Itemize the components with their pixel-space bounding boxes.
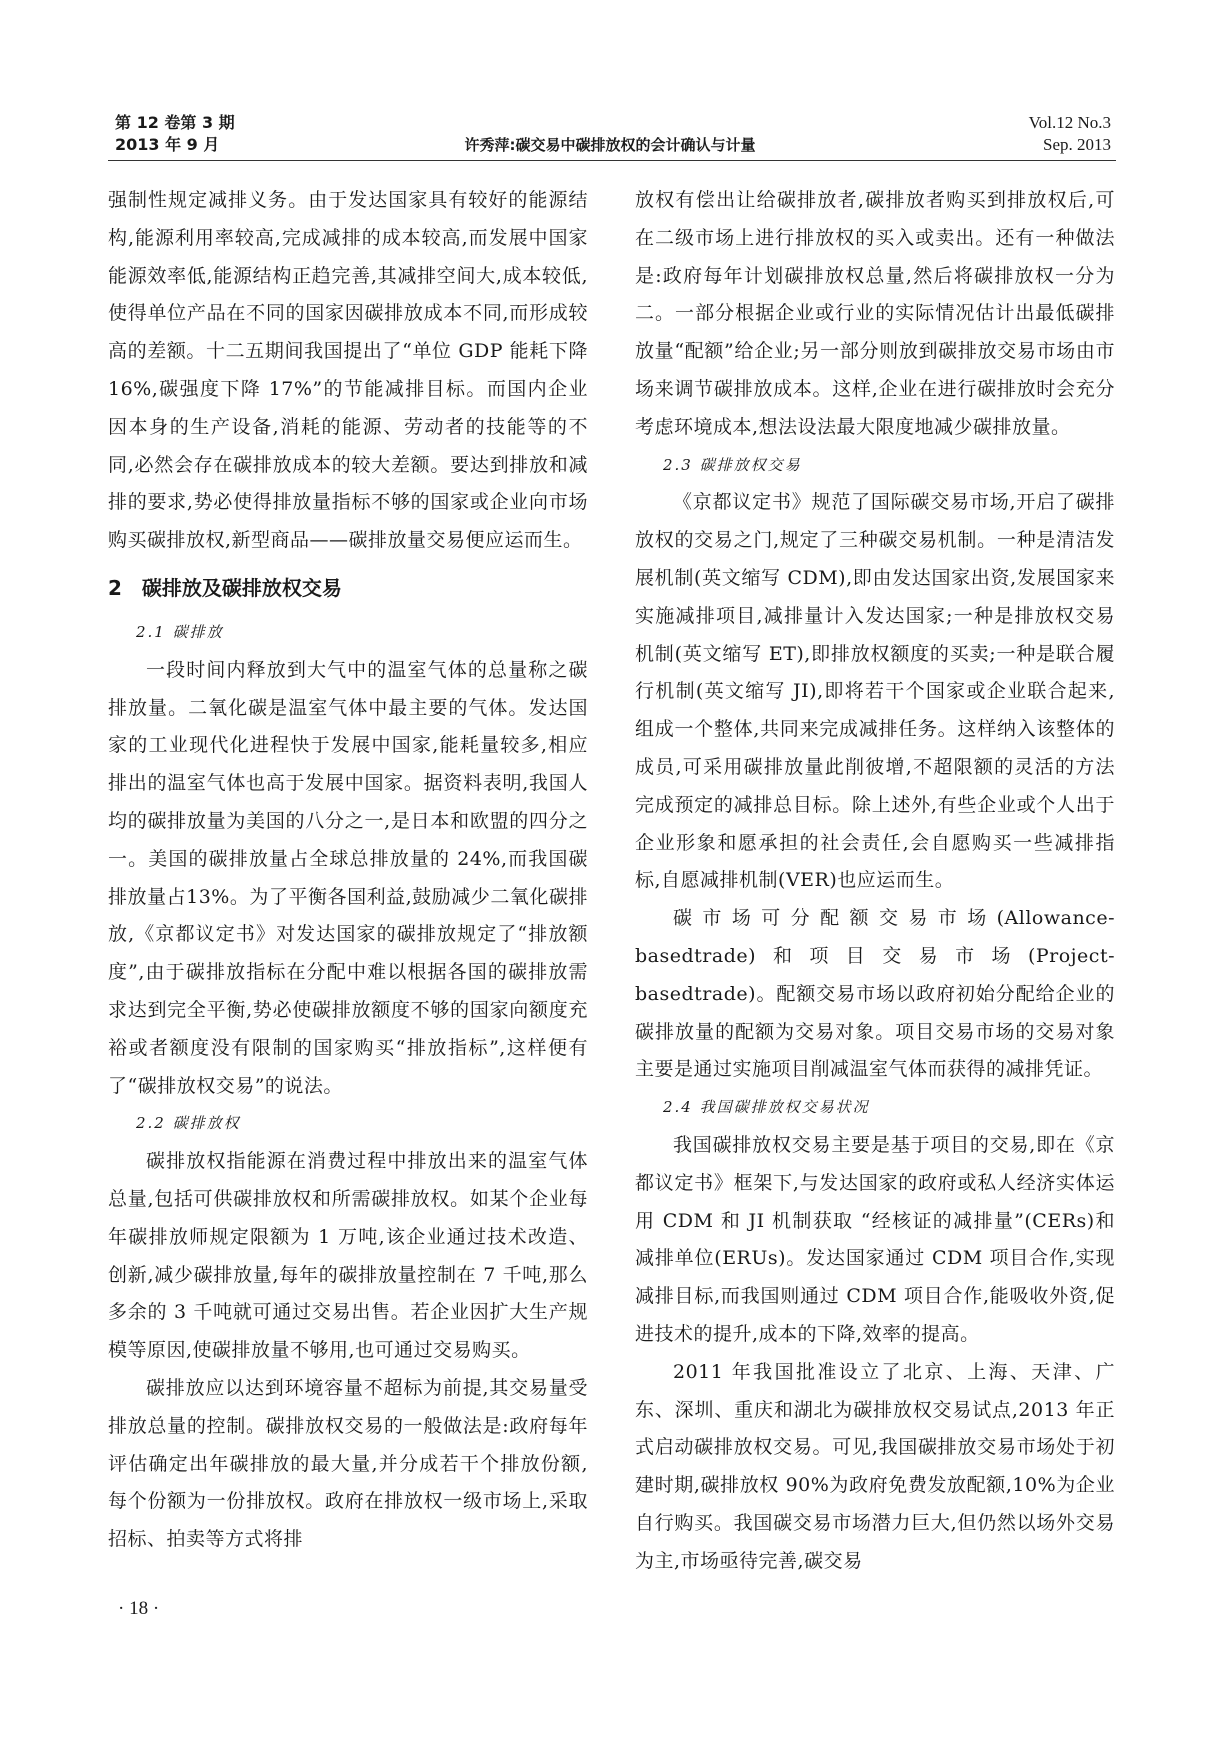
subsection-heading: 2.2 碳排放权 bbox=[136, 1114, 241, 1133]
left-column bbox=[108, 182, 588, 1559]
page-number: · 18 · bbox=[118, 1598, 160, 1619]
journal-issue-info bbox=[115, 112, 235, 156]
paragraph: 我国碳排放权交易主要是基于项目的交易,即在《京都议定书》框架下,与发达国家的政府或私人经济实体运用 CDM 和 JI 机制获取 “经核证的减排量”(CERs)和减排单位(ERUs)。发达国家通过 CDM 项目合作,实现减排目标,而我国则通过 CDM 项目合作,能吸收外资,促进技术的提升,成本的下降,效率的提高。 bbox=[635, 1133, 1115, 1345]
subsection-heading: 2.4 我国碳排放权交易状况 bbox=[663, 1098, 870, 1117]
journal-issue-info-en bbox=[1029, 112, 1111, 156]
paragraph: 碳市场可分配额交易市场(Allowance-basedtrade)和项目交易市场(Project-basedtrade)。配额交易市场以政府初始分配给企业的碳排放量的配额为交易对象。项目交易市场的交易对象主要是通过实施项目削减温室气体而获得的减排凭证。 bbox=[635, 907, 1115, 1081]
header-rule bbox=[108, 160, 1116, 161]
paragraph: 碳排放应以达到环境容量不超标为前提,其交易量受排放总量的控制。碳排放权交易的一般做法是:政府每年评估确定出年碳排放的最大量,并分成若干个排放份额,每个份额为一份排放权。政府在排放权一级市场上,采取招标、拍卖等方式将排 bbox=[108, 1376, 588, 1551]
running-title: 许秀萍:碳交易中碳排放权的会计确认与计量 bbox=[464, 136, 756, 154]
right-column bbox=[635, 182, 1115, 1580]
paragraph: 强制性规定减排义务。由于发达国家具有较好的能源结构,能源利用率较高,完成减排的成本较高,而发展中国家能源效率低,能源结构正趋完善,其减排空间大,成本较低,使得单位产品在不同的国家因碳排放成本不同,而形成较高的差额。十二五期间我国提出了“单位 GDP 能耗下降 16%,碳强度下降 17%”的节能减排目标。而国内企业因本身的生产设备,消耗的能源、劳动者的技能等的不同,必然会存在碳排放成本的较大差额。要达到排放和减排的要求,势必使得排放量指标不够的国家或企业向市场购买碳排放权,新型商品——碳排放量交易便应运而生。 bbox=[108, 189, 588, 552]
journal-volume-en: Vol.12 No.3 bbox=[1028, 113, 1111, 132]
paragraph: 一段时间内释放到大气中的温室气体的总量称之碳排放量。二氧化碳是温室气体中最主要的气体。发达国家的工业现代化进程快于发展中国家,能耗量较多,相应排出的温室气体也高于发展中国家。据资料表明,我国人均的碳排放量为美国的八分之一,是日本和欧盟的四分之一。美国的碳排放量占全球总排放量的 24%,而我国碳排放量占13%。为了平衡各国利益,鼓励减少二氧化碳排放,《京都议定书》对发达国家的碳排放规定了“排放额度”,由于碳排放指标在分配中难以根据各国的碳排放需求达到完全平衡,势必使碳排放额度不够的国家向额度充裕或者额度没有限制的国家购买“排放指标”,这样便有了“碳排放权交易”的说法。 bbox=[108, 658, 588, 1097]
paragraph: 碳排放权指能源在消费过程中排放出来的温室气体总量,包括可供碳排放权和所需碳排放权。如某个企业每年碳排放师规定限额为 1 万吨,该企业通过技术改造、创新,减少碳排放量,每年的碳排放量控制在 7 千吨,那么多余的 3 千吨就可通过交易出售。若企业因扩大生产规模等原因,使碳排放量不够用,也可通过交易购买。 bbox=[108, 1150, 588, 1362]
subsection-heading: 2.1 碳排放 bbox=[136, 622, 224, 641]
subsection-heading: 2.3 碳排放权交易 bbox=[663, 455, 802, 474]
paragraph: 放权有偿出让给碳排放者,碳排放者购买到排放权后,可在二级市场上进行排放权的买入或卖出。还有一种做法是:政府每年计划碳排放权总量,然后将碳排放权一分为二。一部分根据企业或行业的实际情况估计出最低碳排放量“配额”给企业;另一部分则放到碳排放交易市场由市场来调节碳排放成本。这样,企业在进行碳排放时会充分考虑环境成本,想法设法最大限度地减少碳排放量。 bbox=[635, 189, 1115, 438]
journal-date: 2013 年 9 月 bbox=[115, 135, 220, 154]
paragraph: 《京都议定书》规范了国际碳交易市场,开启了碳排放权的交易之门,规定了三种碳交易机制。一种是清洁发展机制(英文缩写 CDM),即由发达国家出资,发展国家来实施减排项目,减排量计入发达国家;一种是排放权交易机制(英文缩写 ET),即排放权额度的买卖;一种是联合履行机制(英文缩写 JI),即将若干个国家或企业联合起来,组成一个整体,共同来完成减排任务。这样纳入该整体的成员,可采用碳排放量此削彼增,不超限额的灵活的方法完成预定的减排总目标。除上述外,有些企业或个人出于企业形象和愿承担的社会责任,会自愿购买一些减排指标,自愿减排机制(VER)也应运而生。 bbox=[635, 491, 1115, 892]
journal-volume: 第 12 卷第 3 期 bbox=[115, 113, 235, 132]
journal-date-en: Sep. 2013 bbox=[1043, 135, 1111, 154]
section-heading: 2 碳排放及碳排放权交易 bbox=[108, 575, 342, 600]
paragraph: 2011 年我国批准设立了北京、上海、天津、广东、深圳、重庆和湖北为碳排放权交易试点,2013 年正式启动碳排放权交易。可见,我国碳排放交易市场处于初建时期,碳排放权 90%为政府免费发放配额,10%为企业自行购买。我国碳交易市场潜力巨大,但仍然以场外交易为主,市场亟待完善,碳交易 bbox=[635, 1360, 1115, 1572]
